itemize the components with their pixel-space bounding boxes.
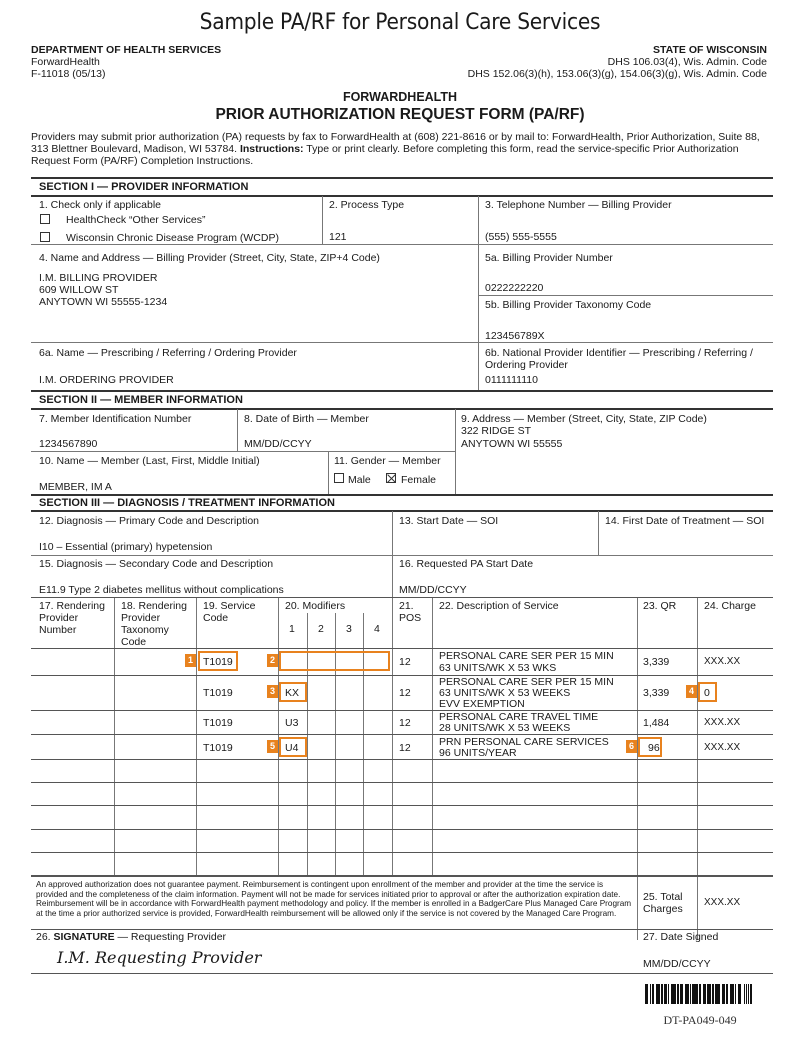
col-18-header: 18. Rendering Provider Taxonomy Code [121,600,187,648]
callout-highlight-u4 [279,737,307,757]
charge-value[interactable]: XXX.XX [704,742,741,753]
pos-value[interactable]: 12 [399,656,411,668]
header-left [31,44,221,80]
program-name: ForwardHealth [31,56,100,68]
field-3-label: 3. Telephone Number — Billing Provider [485,199,672,211]
callout-highlight-service-code [198,651,238,671]
col-23-header: 23. QR [643,600,677,612]
document-id: DT-PA049-049 [663,1013,737,1027]
taxonomy-code-value[interactable]: 123456789X [485,330,545,342]
page-title: Sample PA/RF for Personal Care Services [199,10,601,35]
billing-provider-city[interactable]: ANYTOWN WI 55555-1234 [39,296,168,308]
member-name-value[interactable]: MEMBER, IM A [39,481,112,493]
service-description-line1[interactable]: PERSONAL CARE SER PER 15 MIN [439,650,614,662]
col-19-header: 19. Service Code [203,600,256,624]
department-name: DEPARTMENT OF HEALTH SERVICES [31,44,222,56]
field-16-label: 16. Requested PA Start Date [399,558,534,570]
callout-badge-2: 2 [267,654,278,667]
col-21-header: 21. POS [399,600,422,624]
field-14-label: 14. First Date of Treatment — SOI [605,515,765,527]
charge-value[interactable]: XXX.XX [704,717,741,728]
service-code[interactable]: T1019 [203,687,233,699]
service-code[interactable]: T1019 [203,717,233,729]
pos-value[interactable]: 12 [399,717,411,729]
modifier-1-value[interactable]: U4 [285,742,299,754]
process-type-value[interactable]: 121 [329,231,347,243]
signature-value[interactable]: I.M. Requesting Provider [57,948,262,967]
service-description-line3[interactable]: EVV EXEMPTION [439,698,525,710]
total-charges-value[interactable]: XXX.XX [704,897,741,908]
field-2-label: 2. Process Type [329,199,405,211]
modifier-4-header: 4 [374,623,380,635]
field-7-label: 7. Member Identification Number [39,413,192,425]
field-5a-label: 5a. Billing Provider Number [485,252,613,264]
gender-male-checkbox[interactable] [334,473,344,483]
ordering-provider-name[interactable]: I.M. ORDERING PROVIDER [39,374,174,386]
form-title: PRIOR AUTHORIZATION REQUEST FORM (PA/RF) [215,106,585,123]
qr-value[interactable]: 1,484 [643,717,670,729]
date-signed-value[interactable]: MM/DD/CCYY [643,958,711,970]
callout-badge-4: 4 [686,685,697,698]
member-city[interactable]: ANYTOWN WI 55555 [461,438,563,450]
billing-provider-name[interactable]: I.M. BILLING PROVIDER [39,272,158,284]
member-dob-value[interactable]: MM/DD/CCYY [244,438,312,450]
modifier-1-value[interactable]: U3 [285,717,299,729]
section-2-title: SECTION II — MEMBER INFORMATION [39,394,243,406]
callout-badge-6: 6 [626,740,637,753]
field-10-label: 10. Name — Member (Last, First, Middle Initial) [39,455,260,467]
service-description-line1[interactable]: PRN PERSONAL CARE SERVICES [439,736,609,748]
field-4-label: 4. Name and Address — Billing Provider (Street, City, State, ZIP+4 Code) [39,252,380,264]
modifier-1-header: 1 [289,623,295,635]
callout-highlight-qr [638,737,662,757]
agency-title: FORWARDHEALTH [342,90,458,104]
charge-value[interactable]: XXX.XX [704,656,741,667]
field-6b-label-line1: 6b. National Provider Identifier — Prescribing / Referring / [485,347,753,359]
section-3-title: SECTION III — DIAGNOSIS / TREATMENT INFORMATION [39,497,335,509]
service-description-line1[interactable]: PERSONAL CARE SER PER 15 MIN [439,676,614,688]
field-15-label: 15. Diagnosis — Secondary Code and Description [39,558,274,570]
gender-male-label: Male [348,474,371,486]
wcdp-checkbox[interactable] [40,232,50,242]
member-id-value[interactable]: 1234567890 [39,438,98,450]
ordering-provider-npi[interactable]: 0111111110 [485,374,538,386]
field-5b-label: 5b. Billing Provider Taxonomy Code [485,299,652,311]
healthcheck-checkbox[interactable] [40,214,50,224]
pa-start-date-value[interactable]: MM/DD/CCYY [399,584,467,596]
instructions-label: Instructions: [239,143,304,156]
admin-code-1: DHS 106.03(4), Wis. Admin. Code [607,56,767,68]
charge-value[interactable]: 0 [704,687,710,699]
col-24-header: 24. Charge [704,600,756,612]
service-description-line2[interactable]: 63 UNITS/WK X 53 WKS [439,662,557,674]
disclaimer-text: An approved authorization does not guarantee payment. Reimbursement is contingent upon enrollment of the member and provider at the time the service is provided and the completeness of the claim information. Payment will not be made for services initiated prior to approval or after the authorization expiration date. Reimbursement will be in accordance with ForwardHealth payment methodology and policy. If the member is enrolled in a BadgerCare Plus Managed Care Program at the time a prior authorized service is provided, ForwardHealth reimbursement will be allowed only if the service is not covered by the Managed Care Program. [36,880,632,918]
callout-badge-3: 3 [267,685,278,698]
service-description-line2[interactable]: 28 UNITS/WK X 53 WEEKS [439,722,571,734]
service-description-line2[interactable]: 63 UNITS/WK X 53 WEEKS [439,687,571,699]
state-name: STATE OF WISCONSIN [653,44,767,56]
field-26-label: 26. SIGNATURE — Requesting Provider [36,931,227,943]
form-number: F-11018 (05/13) [31,68,106,80]
gender-female-checkbox[interactable] [386,473,396,483]
qr-value[interactable]: 96 [648,742,660,754]
callout-highlight-modifiers [279,651,390,671]
callout-badge-5: 5 [267,740,278,753]
admin-code-2: DHS 152.06(3)(h), 153.06(3)(g), 154.06(3)(g), Wis. Admin. Code [467,68,767,80]
callout-highlight-charge [698,682,717,702]
billing-provider-street[interactable]: 609 WILLOW ST [39,284,119,296]
modifier-1-value[interactable]: KX [285,687,300,699]
field-6b-label-line2: Ordering Provider [485,359,568,371]
section-1-title: SECTION I — PROVIDER INFORMATION [39,181,249,193]
service-code[interactable]: T1019 [203,656,233,668]
col-17-header: 17. Rendering Provider Number [39,600,105,636]
col-20-header: 20. Modifiers [285,600,346,612]
field-27-label: 27. Date Signed [643,931,719,943]
field-11-label: 11. Gender — Member [334,455,441,467]
pos-value[interactable]: 12 [399,687,411,699]
qr-value[interactable]: 3,339 [643,687,670,699]
service-description-line2[interactable]: 96 UNITS/YEAR [439,747,517,759]
field-1-label: 1. Check only if applicable [39,199,161,211]
intro-paragraph [31,131,776,168]
col-22-header: 22. Description of Service [439,600,559,612]
callout-badge-1: 1 [185,654,196,667]
healthcheck-label: HealthCheck “Other Services” [66,214,206,226]
pos-value[interactable]: 12 [399,742,411,754]
billing-phone-value[interactable]: (555) 555-5555 [485,231,557,243]
member-street[interactable]: 322 RIDGE ST [461,425,532,437]
field-25-label: 25. Total Charges [643,891,683,915]
wcdp-label: Wisconsin Chronic Disease Program (WCDP) [66,232,279,244]
field-12-label: 12. Diagnosis — Primary Code and Description [39,515,260,527]
barcode [645,984,763,1004]
modifier-2-header: 2 [318,623,324,635]
instructions-text: Type or print clearly. Before completing this form, read the service-specific Prior Authorization Request Form (PA/RF) Completion Instructions. [31,143,739,168]
callout-highlight-kx [279,682,307,702]
service-code[interactable]: T1019 [203,742,233,754]
field-13-label: 13. Start Date — SOI [399,515,499,527]
service-description-line1[interactable]: PERSONAL CARE TRAVEL TIME [439,711,599,723]
modifier-3-header: 3 [346,623,352,635]
qr-value[interactable]: 3,339 [643,656,670,668]
field-6a-label: 6a. Name — Prescribing / Referring / Ordering Provider [39,347,297,359]
primary-diagnosis-value[interactable]: I10 – Essential (primary) hypetension [39,541,213,553]
field-9-label: 9. Address — Member (Street, City, State, ZIP Code) [461,413,707,425]
gender-female-label: Female [401,474,437,486]
header-right [468,44,767,80]
intro-text: Providers may submit prior authorization (PA) requests by fax to ForwardHealth at (608) 221-8616 or by mail to: ForwardHealth, Prior Authorization, Suite 88, 313 Blettner Boulevard, Madison, WI 53784. [31,131,760,156]
billing-provider-number[interactable]: 0222222220 [485,282,544,294]
field-8-label: 8. Date of Birth — Member [244,413,369,425]
secondary-diagnosis-value[interactable]: E11.9 Type 2 diabetes mellitus without complications [39,584,284,596]
